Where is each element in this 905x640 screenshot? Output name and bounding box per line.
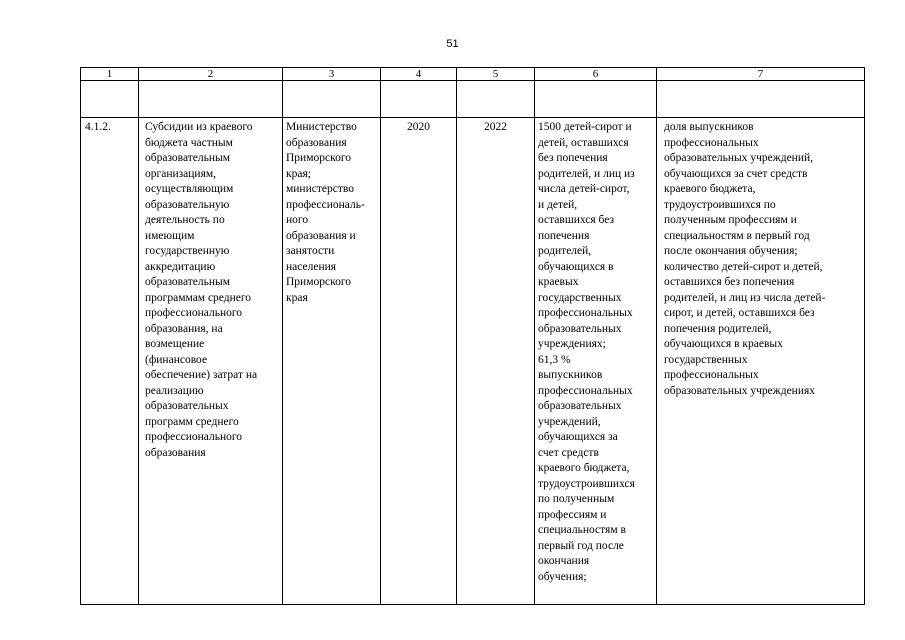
program-activities-table [80,67,865,605]
empty-cell [535,81,657,118]
column-header-7: 7 [657,68,865,81]
column-header-5: 5 [457,68,535,81]
activity-name: Субсидии из краевого бюджета частным образовательным организациям, осуществляющим образовательную деятельность по имеющим государственную аккредитацию образовательным программам среднего профессионального образования, на возмещение (финансовое обеспечение) затрат на реализацию образовательных программ среднего профессионального образования [139,118,283,605]
empty-cell [81,81,139,118]
table-row [81,118,865,605]
expected-result: 1500 детей-сирот и детей, оставшихся без попечения родителей, и лиц из числа детей-сирот, и детей, оставшихся без попечения родителей, обучающихся в краевых государственных профессиональных образовательных учреждениях; 61,3 % выпускников профессиональных образовательных учреждений, обучающихся за счет средств краевого бюджета, трудоустроившихся по полученным профессиям и специальностям в первый год после окончания обучения; [535,118,657,605]
column-header-1: 1 [81,68,139,81]
column-header-2: 2 [139,68,283,81]
responsible-executor: Министерство образования Приморского края; министерство профессиональ- ного образования и занятости населения Приморского края [283,118,381,605]
empty-cell [457,81,535,118]
column-header-4: 4 [381,68,457,81]
item-number: 4.1.2. [81,118,139,605]
column-header-6: 6 [535,68,657,81]
start-year: 2020 [381,118,457,605]
empty-row [81,81,865,118]
end-year: 2022 [457,118,535,605]
column-header-3: 3 [283,68,381,81]
empty-cell [657,81,865,118]
target-indicators: доля выпускников профессиональных образовательных учреждений, обучающихся за счет средств краевого бюджета, трудоустроившихся по полученным профессиям и специальностям в первый год после окончания обучения; количество детей-сирот и детей, оставшихся без попечения родителей, и лиц из числа детей- сирот, и детей, оставшихся без попечения родителей, обучающихся в краевых государственных профессиональных образовательных учреждениях [657,118,865,605]
empty-cell [381,81,457,118]
page-number: 51 [446,38,459,50]
empty-cell [283,81,381,118]
empty-cell [139,81,283,118]
table-header-row [81,68,865,81]
